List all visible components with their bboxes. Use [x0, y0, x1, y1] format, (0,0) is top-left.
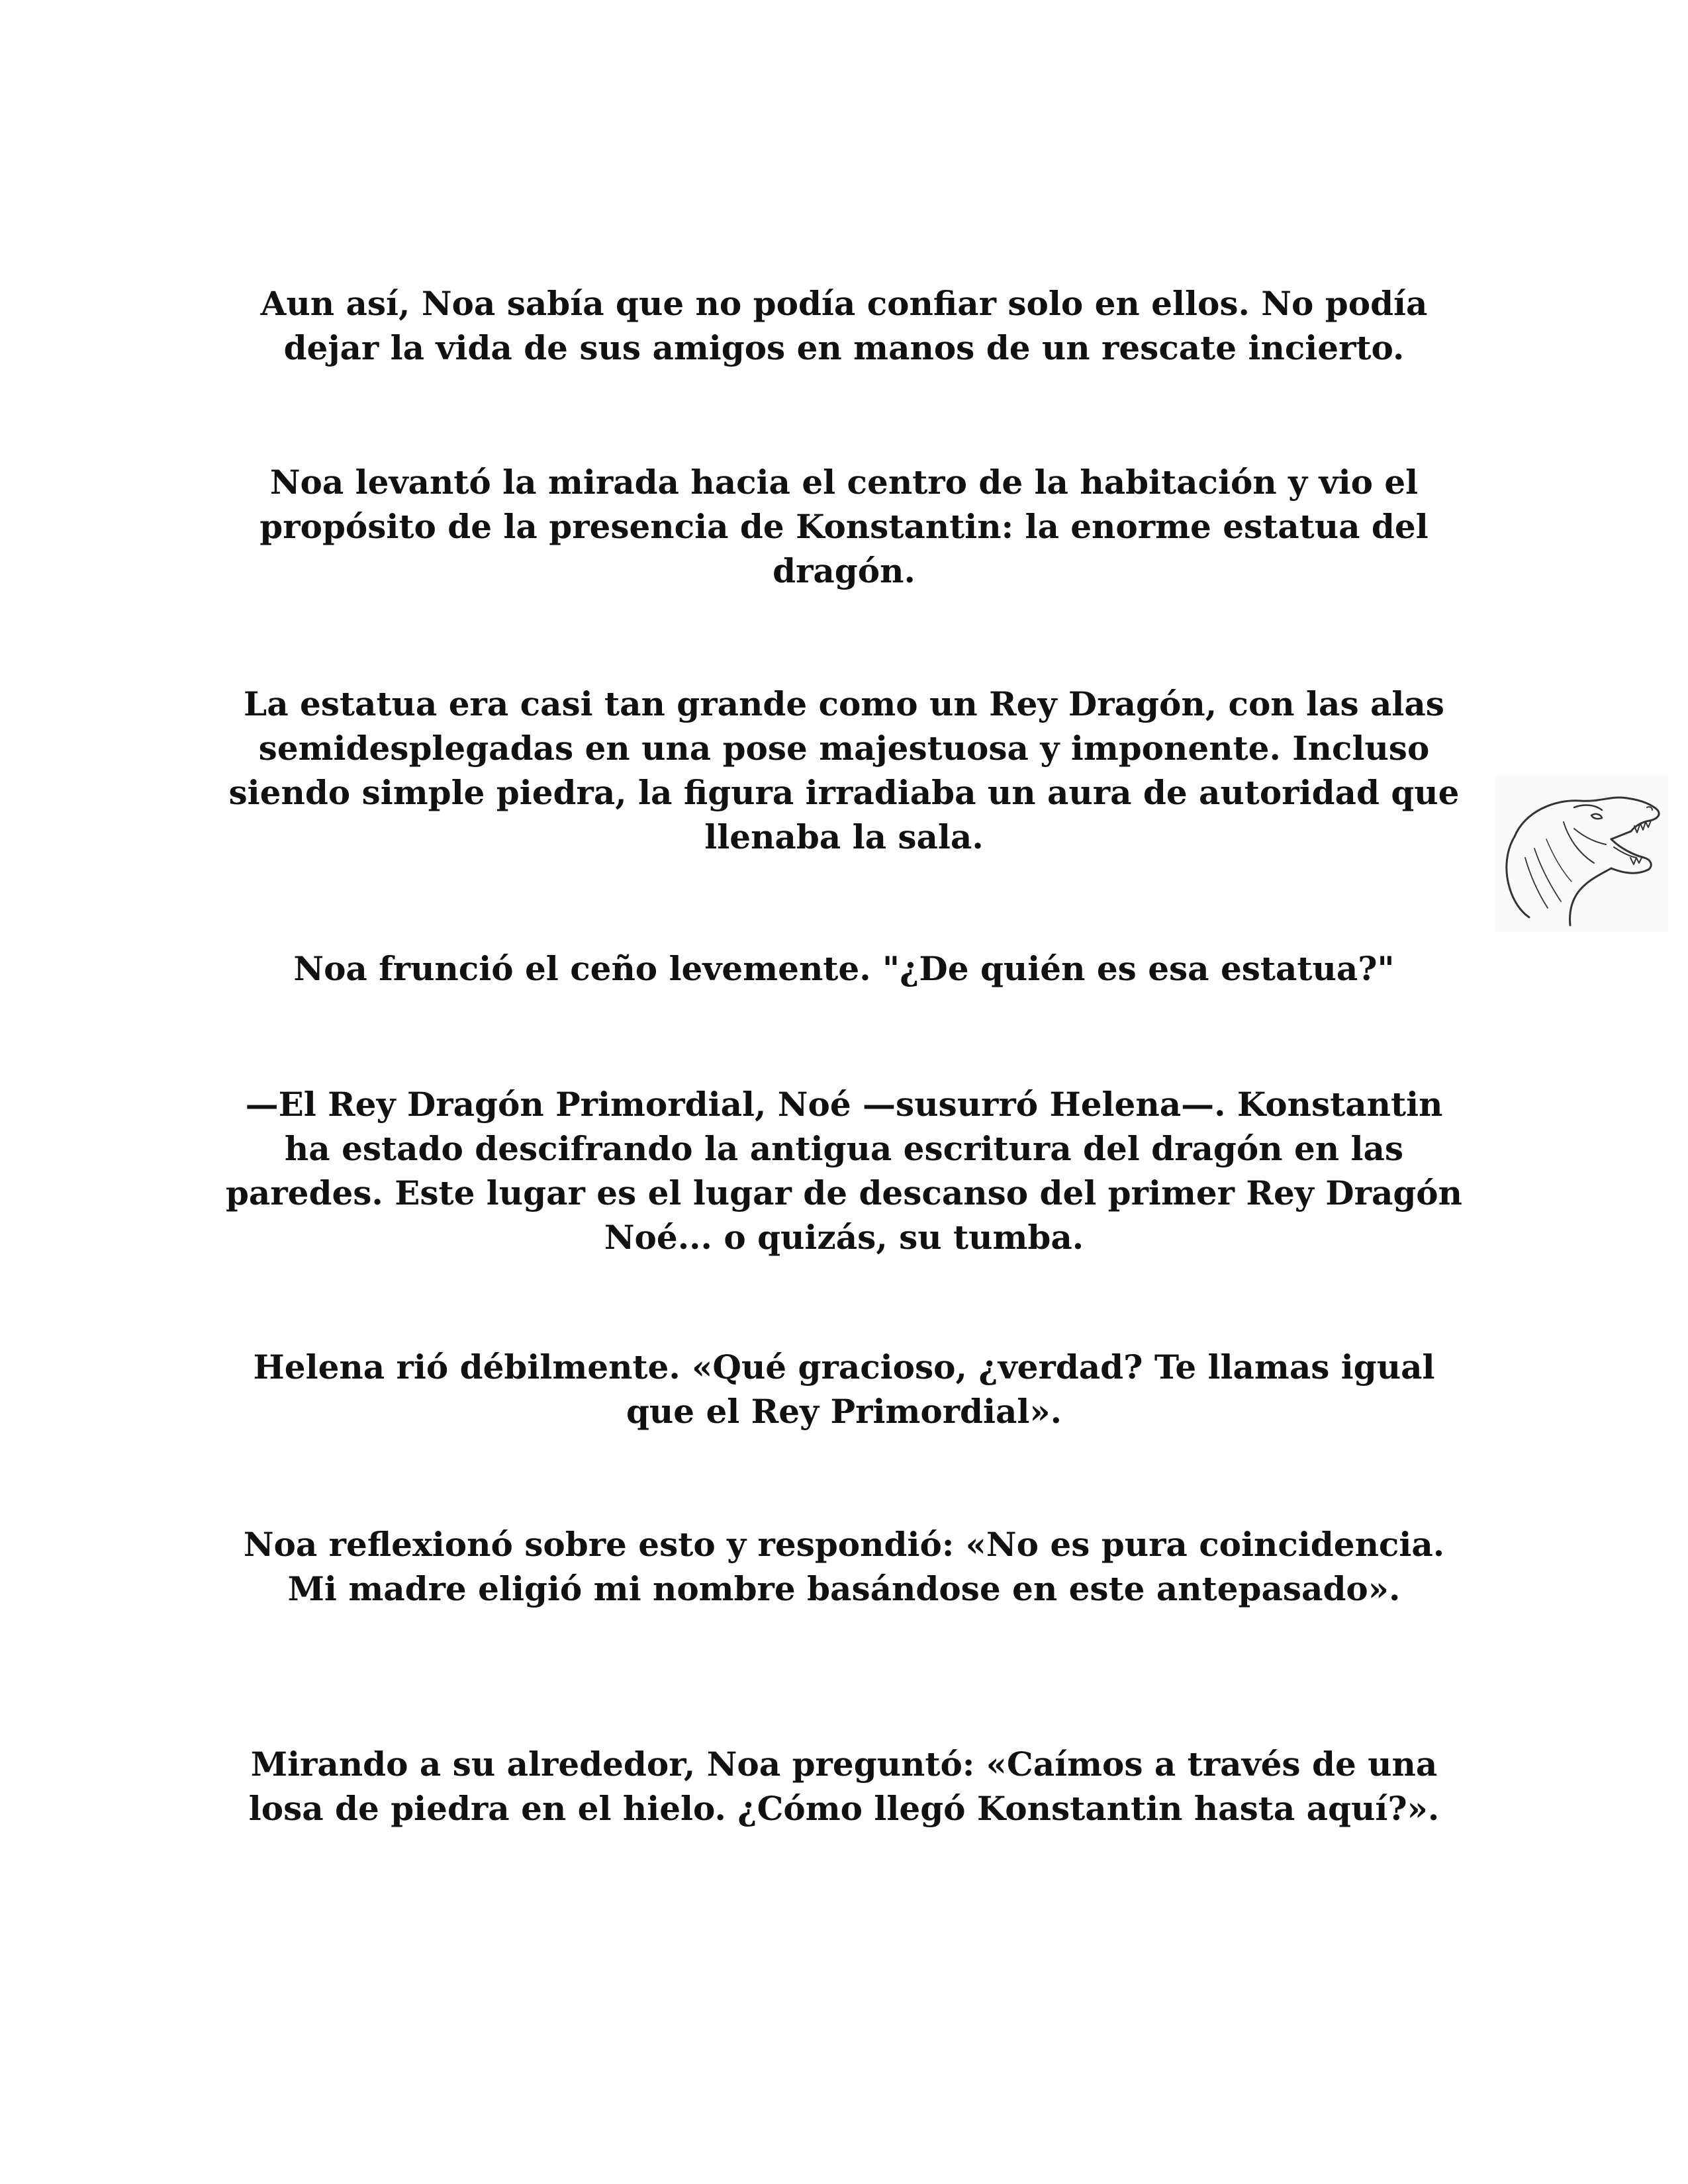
paragraph-2: Noa levantó la mirada hacia el centro de la habitación y vio el propósito de la presencia de Konstantin: la enorme estatua del dragón.: [259, 463, 1429, 590]
dinosaur-head-sketch-icon: [1495, 776, 1668, 932]
paragraph-1: Aun así, Noa sabía que no podía confiar solo en ellos. No podía dejar la vida de sus amigos en manos de un rescate incierto.: [260, 284, 1428, 367]
paragraph-8: Mirando a su alrededor, Noa preguntó: «Caímos a través de una losa de piedra en el hielo. ¿Cómo llegó Konstantin hasta aquí?».: [248, 1745, 1440, 1828]
paragraph-7: Noa reflexionó sobre esto y respondió: «No es pura coincidencia. Mi madre eligió mi nombre basándose en este antepasado».: [243, 1525, 1445, 1608]
paragraph-5: —El Rey Dragón Primordial, Noé —susurró Helena—. Konstantin ha estado descifrando la antigua escritura del dragón en las paredes. Este lugar es el lugar de descanso del primer Rey Dragón Noé... o quizás, su tumba.: [225, 1085, 1463, 1257]
paragraph-3: La estatua era casi tan grande como un Rey Dragón, con las alas semidesplegadas en una pose majestuosa y imponente. Incluso siendo simple piedra, la figura irradiaba un aura de autoridad que llenaba la sala.: [228, 684, 1460, 856]
paragraph-4: Noa frunció el ceño levemente. "¿De quién es esa estatua?": [293, 949, 1395, 988]
paragraph-6: Helena rió débilmente. «Qué gracioso, ¿verdad? Te llamas igual que el Rey Primordial».: [253, 1347, 1435, 1431]
